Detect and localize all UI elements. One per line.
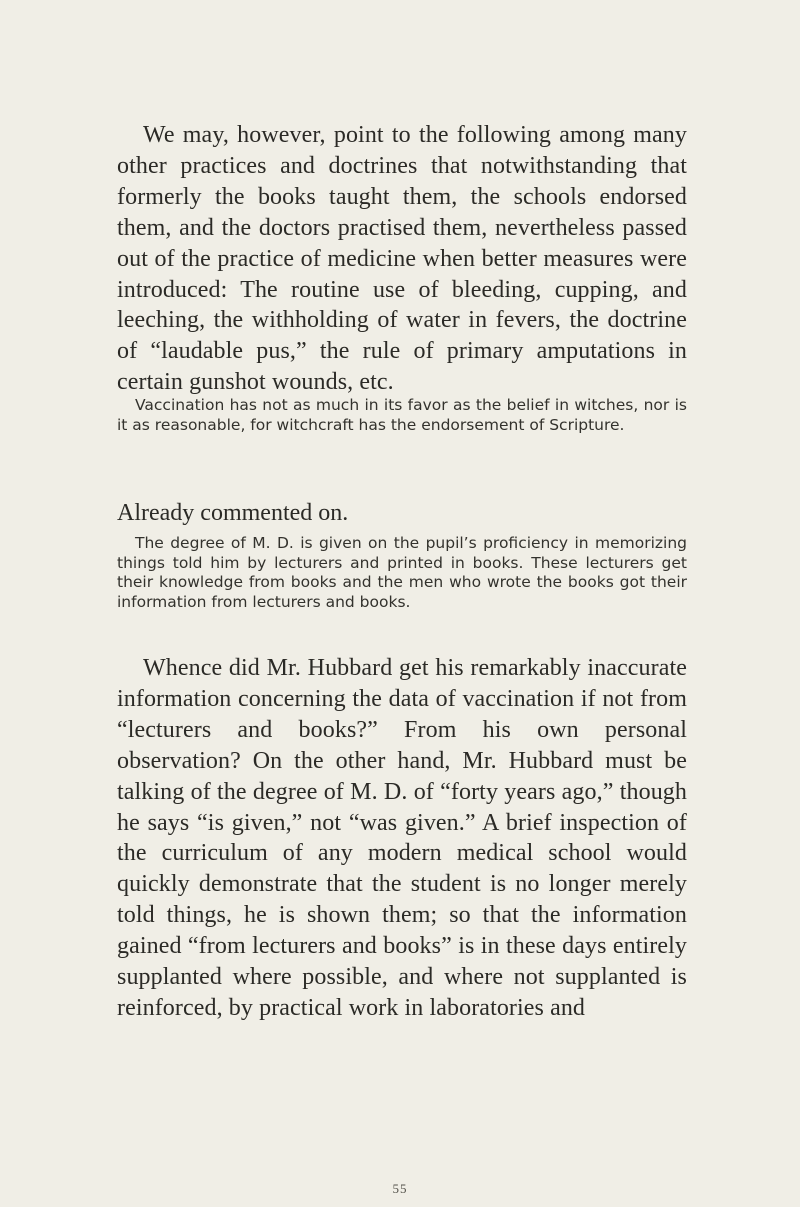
- comment-line: Already commented on.: [117, 500, 349, 526]
- body-paragraph-1: We may, however, point to the following among many other practices and doctrines that notwithstanding that formerly the books taught them, the schools endorsed them, and the doctors practised them, nevertheless passed out of the practice of medicine when better measures were introduced: The routine use of bleeding, cupping, and leeching, the withholding of water in fevers, the doctrine of “laudable pus,” the rule of primary amputations in certain gunshot wounds, etc.: [117, 122, 687, 396]
- page-number: 55: [392, 1181, 408, 1196]
- quoted-passage-2: The degree of M. D. is given on the pupil’s proficiency in memorizing things told him by lecturers and printed in books. These lecturers get their knowledge from books and the men who wrote the books got their information from lecturers and books.: [117, 534, 687, 611]
- body-paragraph-2: Whence did Mr. Hubbard get his remarkably inaccurate information concerning the data of vaccination if not from “lecturers and books?” From his own personal observation? On the other hand, Mr. Hubbard must be talking of the degree of M. D. of “forty years ago,” though he says “is given,” not “was given.” A brief inspection of the curriculum of any modern medical school would quickly demonstrate that the student is no longer merely told things, he is shown them; so that the information gained “from lecturers and books” is in these days entirely supplanted where possible, and where not supplanted is reinforced, by practical work in laboratories and: [117, 655, 687, 1021]
- quoted-passage-1: Vaccination has not as much in its favor as the belief in witches, nor is it as reasonable, for witchcraft has the endorsement of Scripture.: [117, 396, 687, 434]
